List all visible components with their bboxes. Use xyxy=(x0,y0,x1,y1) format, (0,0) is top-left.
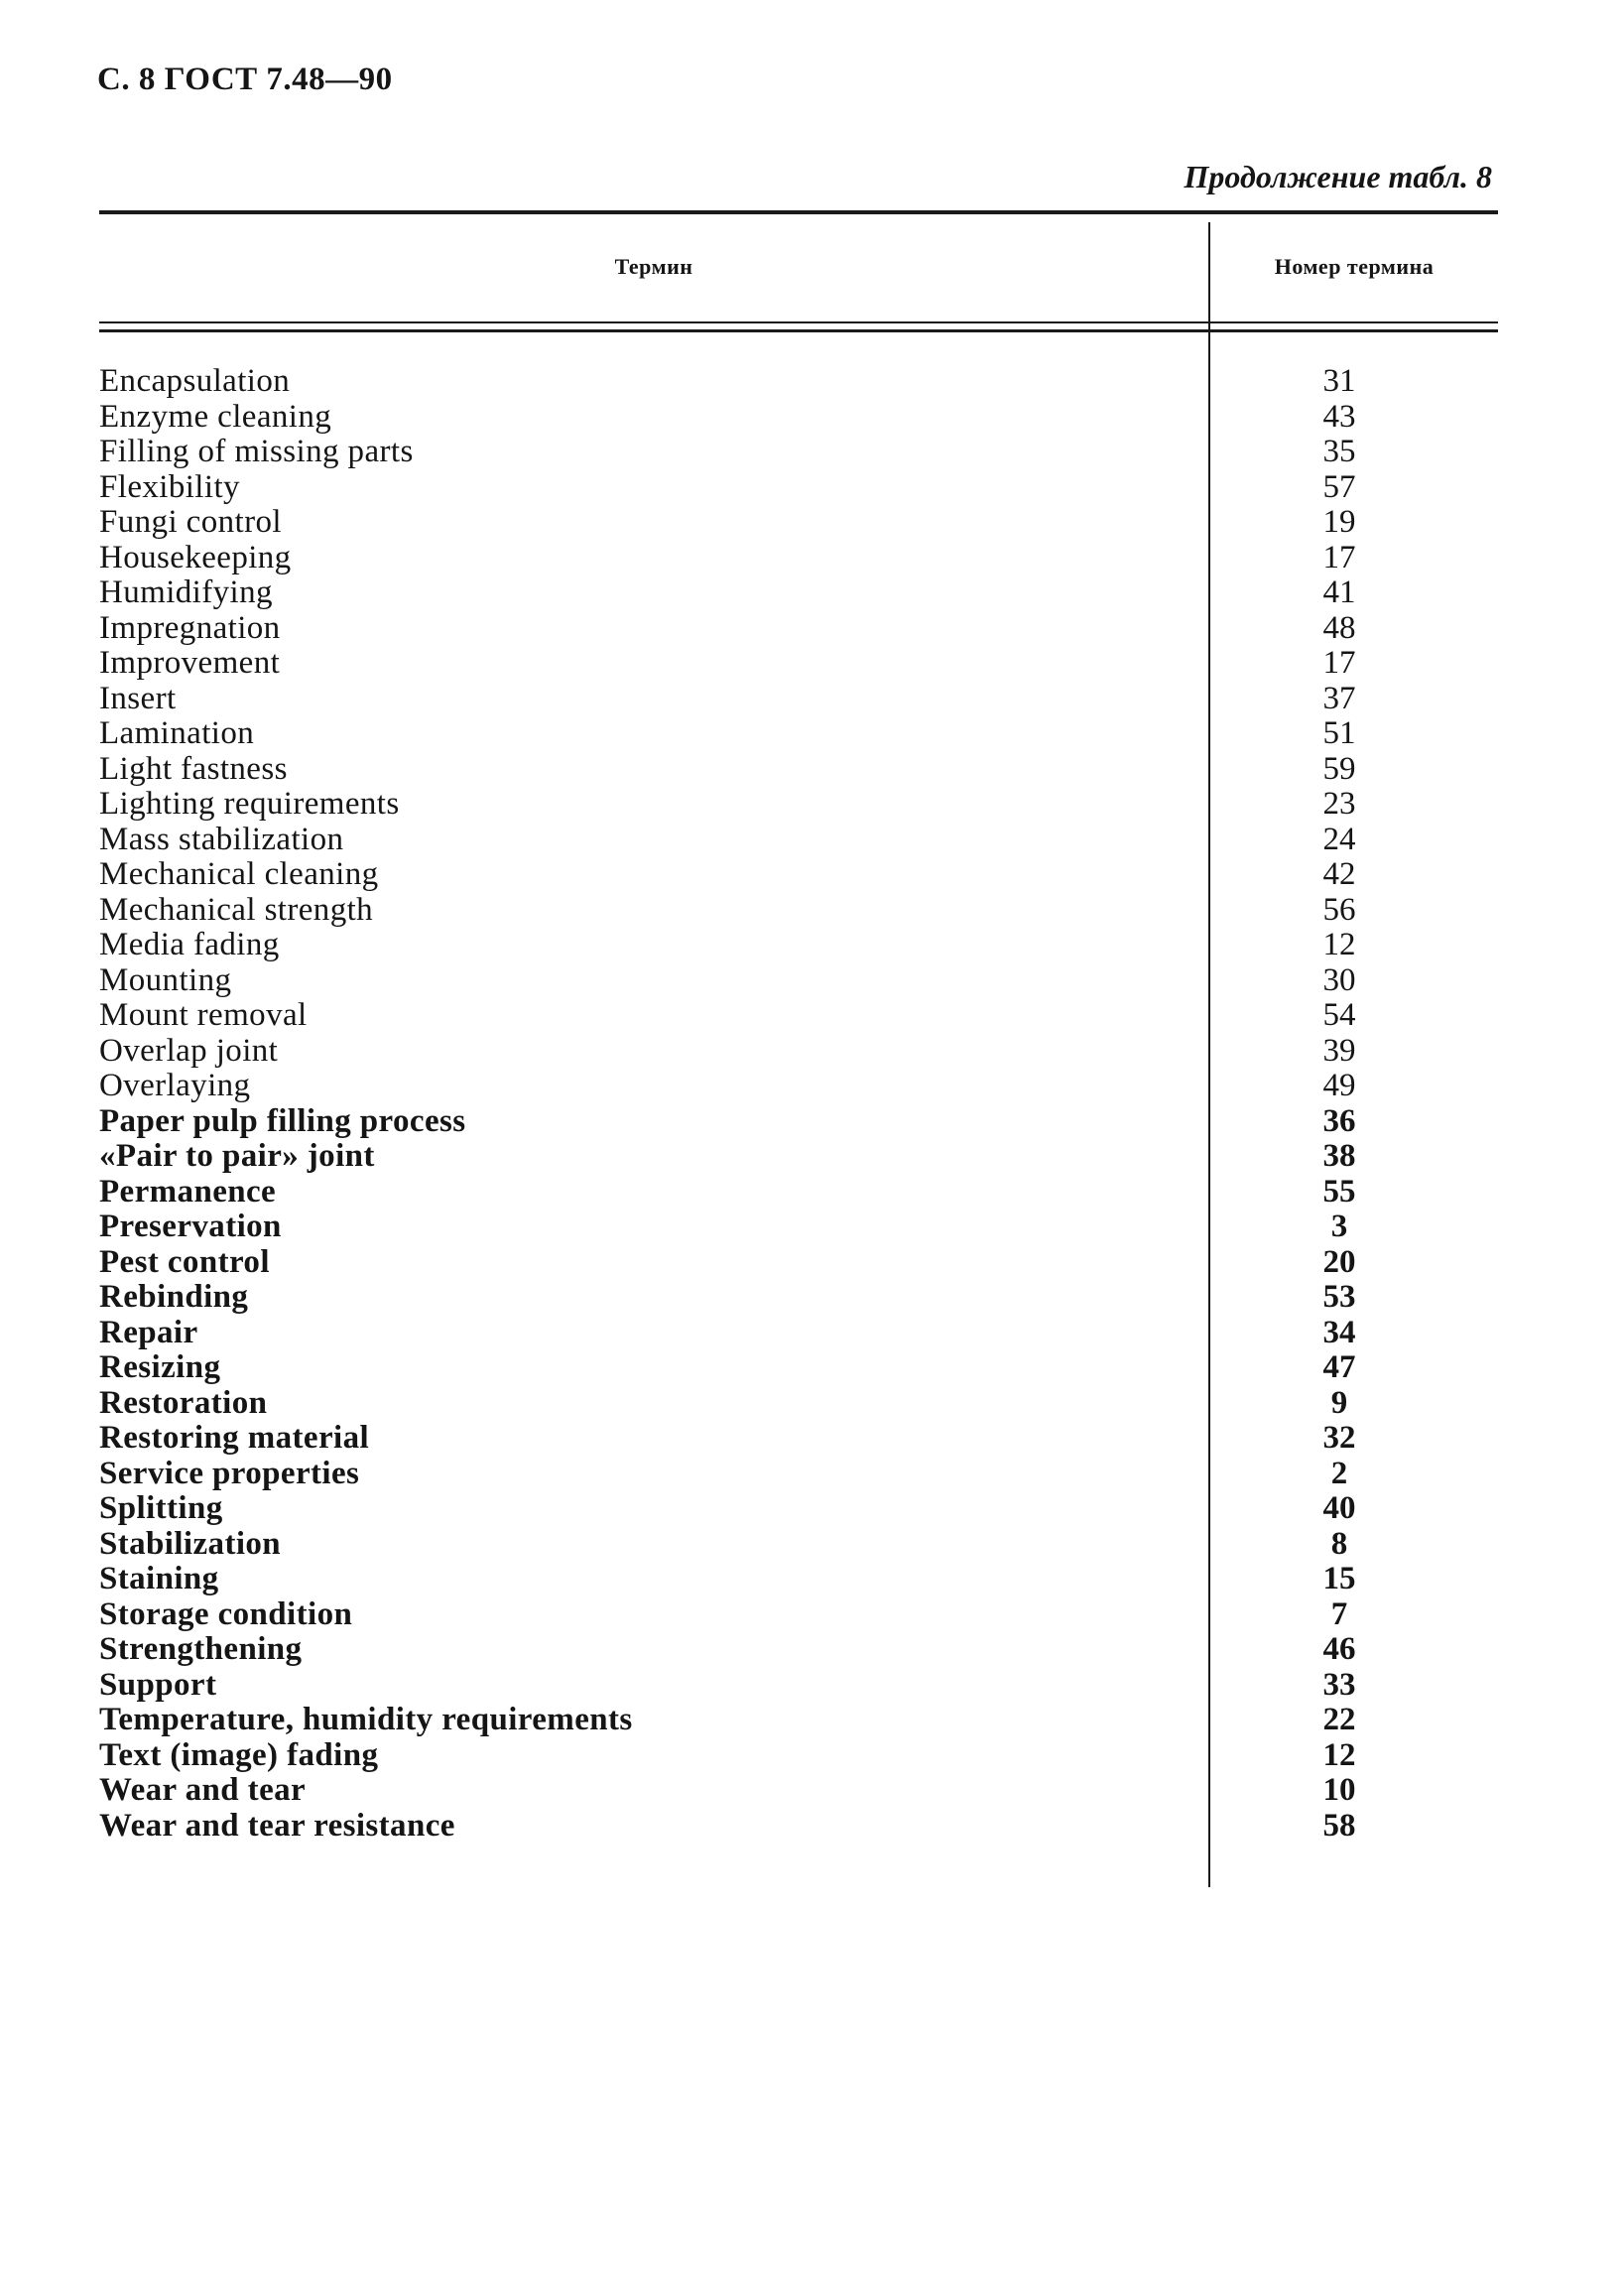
term-number: 48 xyxy=(1322,609,1356,646)
term-name: Media fading xyxy=(99,927,280,962)
table-row xyxy=(99,1175,1498,1211)
term-name: Restoration xyxy=(99,1384,268,1421)
table-row xyxy=(99,1562,1498,1597)
header-rule-double xyxy=(99,329,1498,332)
term-number: 59 xyxy=(1322,750,1356,787)
term-name: Wear and tear resistance xyxy=(99,1807,455,1844)
table-row xyxy=(99,928,1498,963)
table-row xyxy=(99,1139,1498,1175)
table-row xyxy=(99,1316,1498,1351)
term-name: Resizing xyxy=(99,1349,221,1385)
table-row xyxy=(99,1350,1498,1386)
term-name: Flexibility xyxy=(99,468,240,505)
term-name: Improvement xyxy=(99,645,281,681)
term-name: Temperature, humidity requirements xyxy=(99,1702,633,1737)
term-number: 33 xyxy=(1322,1666,1356,1703)
term-number: 43 xyxy=(1322,398,1356,435)
term-name: Rebinding xyxy=(99,1279,249,1315)
term-name: Text (image) fading xyxy=(99,1736,379,1773)
term-name: Pest control xyxy=(99,1243,270,1280)
table-row xyxy=(99,716,1498,752)
term-name: Filling of missing parts xyxy=(99,434,414,469)
table-row xyxy=(99,1773,1498,1809)
term-name: Wear and tear xyxy=(99,1772,307,1808)
term-number: 30 xyxy=(1322,961,1356,998)
table-row xyxy=(99,400,1498,436)
header-rule xyxy=(99,321,1498,323)
term-number: 23 xyxy=(1322,786,1356,822)
term-number: 8 xyxy=(1330,1525,1348,1562)
table-row xyxy=(99,1632,1498,1668)
term-number: 2 xyxy=(1330,1455,1348,1491)
term-number: 49 xyxy=(1322,1068,1356,1103)
term-name: Paper pulp filling process xyxy=(99,1102,466,1139)
table-row xyxy=(99,1034,1498,1070)
term-number: 7 xyxy=(1330,1595,1348,1632)
term-number: 54 xyxy=(1322,997,1356,1033)
table-row xyxy=(99,1809,1498,1845)
term-name: Mechanical strength xyxy=(99,891,374,928)
term-name: Encapsulation xyxy=(99,363,291,399)
term-name: Lighting requirements xyxy=(99,786,400,822)
table-row xyxy=(99,1069,1498,1104)
table-top-rule xyxy=(99,210,1498,214)
term-number: 15 xyxy=(1322,1561,1356,1596)
table-row xyxy=(99,1668,1498,1704)
table-row xyxy=(99,823,1498,858)
term-name: Restoring material xyxy=(99,1420,370,1456)
term-name: Mounting xyxy=(99,961,232,998)
terms-index-table xyxy=(99,210,1498,1887)
table-row xyxy=(99,998,1498,1034)
term-number: 40 xyxy=(1322,1490,1356,1526)
term-number: 51 xyxy=(1322,715,1356,751)
term-number: 53 xyxy=(1322,1279,1356,1315)
term-number: 22 xyxy=(1322,1702,1356,1737)
term-number: 20 xyxy=(1322,1243,1356,1280)
term-name: Preservation xyxy=(99,1209,282,1244)
table-row xyxy=(99,1491,1498,1527)
term-number: 35 xyxy=(1322,434,1356,469)
table-row xyxy=(99,1457,1498,1492)
term-name: Lamination xyxy=(99,715,255,751)
term-name: Humidifying xyxy=(99,574,273,610)
term-number: 19 xyxy=(1322,504,1356,540)
term-name: Permanence xyxy=(99,1173,277,1210)
term-name: Impregnation xyxy=(99,609,281,646)
table-row xyxy=(99,1210,1498,1245)
table-row xyxy=(99,575,1498,611)
table-row xyxy=(99,1703,1498,1738)
term-name: Mount removal xyxy=(99,997,308,1033)
term-name: Splitting xyxy=(99,1490,223,1526)
term-list xyxy=(99,364,1498,1844)
term-name: Repair xyxy=(99,1314,198,1350)
term-name: Enzyme cleaning xyxy=(99,398,332,435)
table-row xyxy=(99,752,1498,788)
term-number: 57 xyxy=(1322,468,1356,505)
table-row xyxy=(99,435,1498,470)
table-row xyxy=(99,963,1498,999)
term-name: «Pair to pair» joint xyxy=(99,1138,375,1174)
term-name: Insert xyxy=(99,680,177,716)
table-row xyxy=(99,505,1498,541)
table-row xyxy=(99,1280,1498,1316)
term-number: 38 xyxy=(1322,1138,1356,1174)
term-number: 10 xyxy=(1322,1772,1356,1808)
term-name: Strengthening xyxy=(99,1631,303,1667)
term-name: Overlaying xyxy=(99,1068,251,1103)
table-row xyxy=(99,1104,1498,1140)
term-name: Service properties xyxy=(99,1455,360,1491)
term-name: Housekeeping xyxy=(99,539,292,575)
header-term-number: Номер термина xyxy=(1274,254,1435,279)
table-row xyxy=(99,541,1498,576)
table-row xyxy=(99,787,1498,823)
term-number: 12 xyxy=(1322,1736,1356,1773)
term-number: 46 xyxy=(1322,1631,1356,1667)
term-number: 47 xyxy=(1322,1349,1356,1385)
table-continuation-label: Продолжение табл. 8 xyxy=(1184,159,1492,194)
table-row xyxy=(99,857,1498,893)
term-name: Storage condition xyxy=(99,1595,353,1632)
term-number: 37 xyxy=(1322,680,1356,716)
term-number: 3 xyxy=(1330,1209,1348,1244)
term-number: 31 xyxy=(1322,363,1356,399)
table-row xyxy=(99,646,1498,682)
term-number: 56 xyxy=(1322,891,1356,928)
table-row xyxy=(99,1421,1498,1457)
term-name: Mass stabilization xyxy=(99,821,344,857)
table-row xyxy=(99,682,1498,717)
table-row xyxy=(99,1386,1498,1422)
term-name: Overlap joint xyxy=(99,1032,279,1069)
term-number: 32 xyxy=(1322,1420,1356,1456)
term-number: 39 xyxy=(1322,1032,1356,1069)
term-name: Staining xyxy=(99,1561,219,1596)
header-term: Термин xyxy=(614,254,693,279)
table-row xyxy=(99,1738,1498,1774)
term-number: 17 xyxy=(1322,645,1356,681)
term-name: Fungi control xyxy=(99,504,282,540)
page-header: С. 8 ГОСТ 7.48—90 xyxy=(97,62,393,97)
term-number: 36 xyxy=(1322,1102,1356,1139)
term-number: 24 xyxy=(1322,821,1356,857)
table-row xyxy=(99,1597,1498,1633)
table-row xyxy=(99,364,1498,400)
term-name: Light fastness xyxy=(99,750,288,787)
term-number: 34 xyxy=(1322,1314,1356,1350)
term-number: 17 xyxy=(1322,539,1356,575)
term-name: Stabilization xyxy=(99,1525,282,1562)
term-number: 55 xyxy=(1322,1173,1356,1210)
table-row xyxy=(99,893,1498,929)
table-row xyxy=(99,1245,1498,1281)
table-row xyxy=(99,470,1498,506)
term-number: 9 xyxy=(1330,1384,1348,1421)
term-number: 42 xyxy=(1322,856,1356,892)
term-name: Support xyxy=(99,1666,217,1703)
table-row xyxy=(99,611,1498,647)
term-name: Mechanical cleaning xyxy=(99,856,379,892)
term-number: 12 xyxy=(1322,927,1356,962)
table-row xyxy=(99,1527,1498,1563)
term-number: 58 xyxy=(1322,1807,1356,1844)
term-number: 41 xyxy=(1322,574,1356,610)
